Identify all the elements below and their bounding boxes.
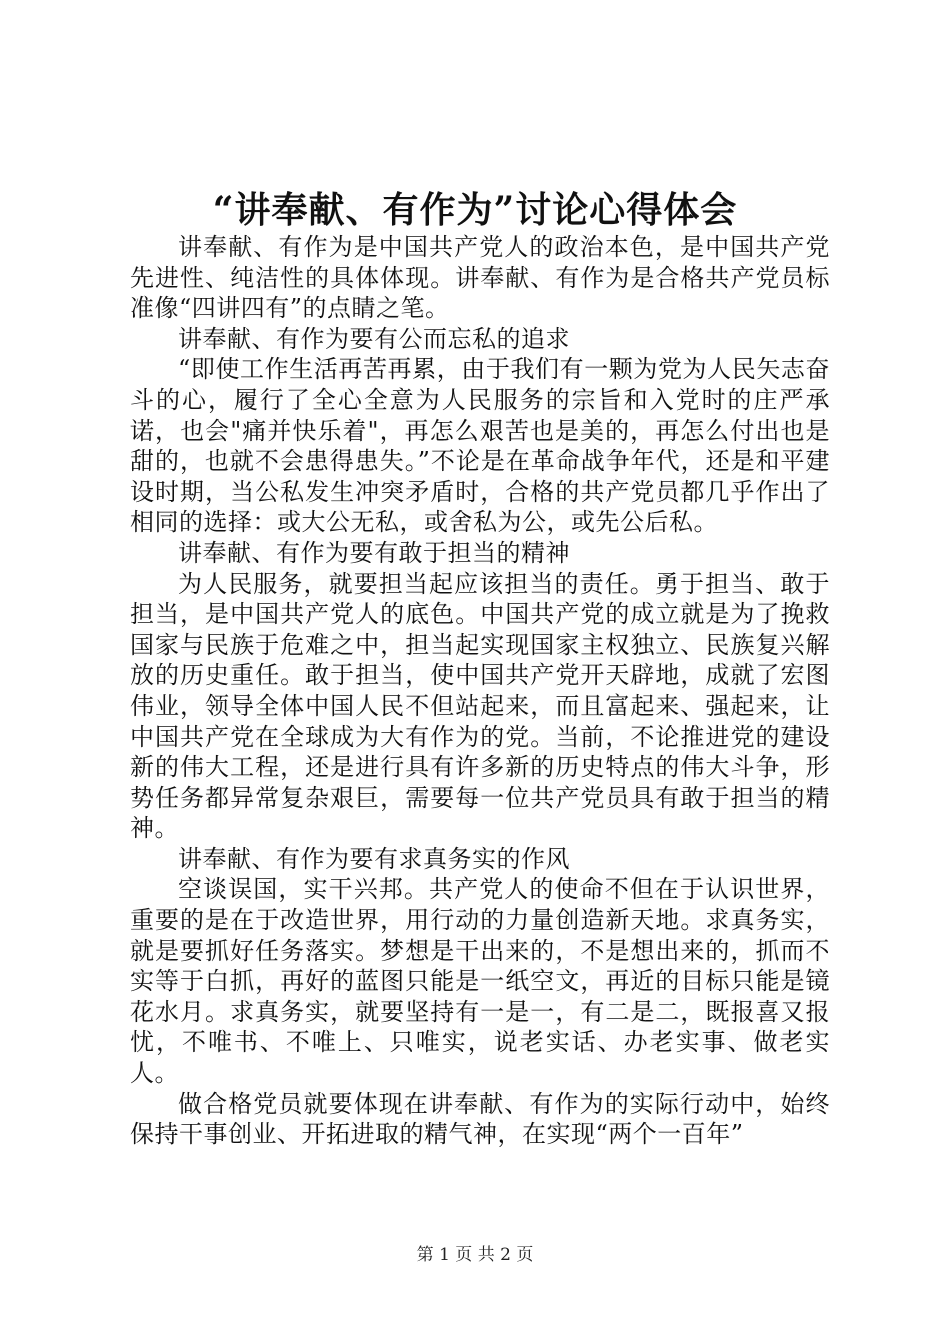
paragraph-intro: 讲奉献、有作为是中国共产党人的政治本色，是中国共产党先进性、纯洁性的具体体现。讲奉献、有作为是合格共产党员标准像“四讲四有”的点睛之笔。 (130, 233, 830, 323)
paragraph-pragmatic: 空谈误国，实干兴邦。共产党人的使命不但在于认识世界，重要的是在于改造世界，用行动的力量创造新天地。求真务实，就是要抓好任务落实。梦想是干出来的，不是想出来的，抓而不实等于白抓，再好的蓝图只能是一纸空文，再近的目标只能是镜花水月。求真务实，就要坚持有一是一，有二是二，既报喜又报忧，不唯书、不唯上、只唯实，说老实话、办老实事、做老实人。 (130, 875, 830, 1088)
section-heading-selfless: 讲奉献、有作为要有公而忘私的追求 (178, 324, 570, 353)
paragraph-conclusion: 做合格党员就要体现在讲奉献、有作为的实际行动中，始终保持干事创业、开拓进取的精气神，在实现“两个一百年” (130, 1089, 830, 1149)
section-heading-responsibility: 讲奉献、有作为要有敢于担当的精神 (178, 538, 570, 567)
document-body (130, 232, 830, 1150)
page-number-footer: 第 1 页 共 2 页 (416, 1245, 534, 1265)
paragraph-responsibility: 为人民服务，就要担当起应该担当的责任。勇于担当、敢于担当，是中国共产党人的底色。中国共产党的成立就是为了挽救国家与民族于危难之中，担当起实现国家主权独立、民族复兴解放的历史重任。敢于担当，使中国共产党开天辟地，成就了宏图伟业，领导全体中国人民不但站起来，而且富起来、强起来，让中国共产党在全球成为大有作为的党。当前，不论推进党的建设新的伟大工程，还是进行具有许多新的历史特点的伟大斗争，形势任务都异常复杂艰巨，需要每一位共产党员具有敢于担当的精神。 (130, 569, 830, 843)
paragraph-selfless: “即使工作生活再苦再累，由于我们有一颗为党为人民矢志奋斗的心，履行了全心全意为人民服务的宗旨和入党时的庄严承诺，也会"痛并快乐着"，再怎么艰苦也是美的，再怎么付出也是甜的，也就不会患得患失。”不论是在革命战争年代，还是和平建设时期，当公私发生冲突矛盾时，合格的共产党员都几乎作出了相同的选择：或大公无私，或舍私为公，或先公后私。 (130, 355, 830, 537)
section-heading-pragmatic: 讲奉献、有作为要有求真务实的作风 (178, 844, 570, 873)
document-title: “讲奉献、有作为”讨论心得体会 (212, 189, 738, 231)
